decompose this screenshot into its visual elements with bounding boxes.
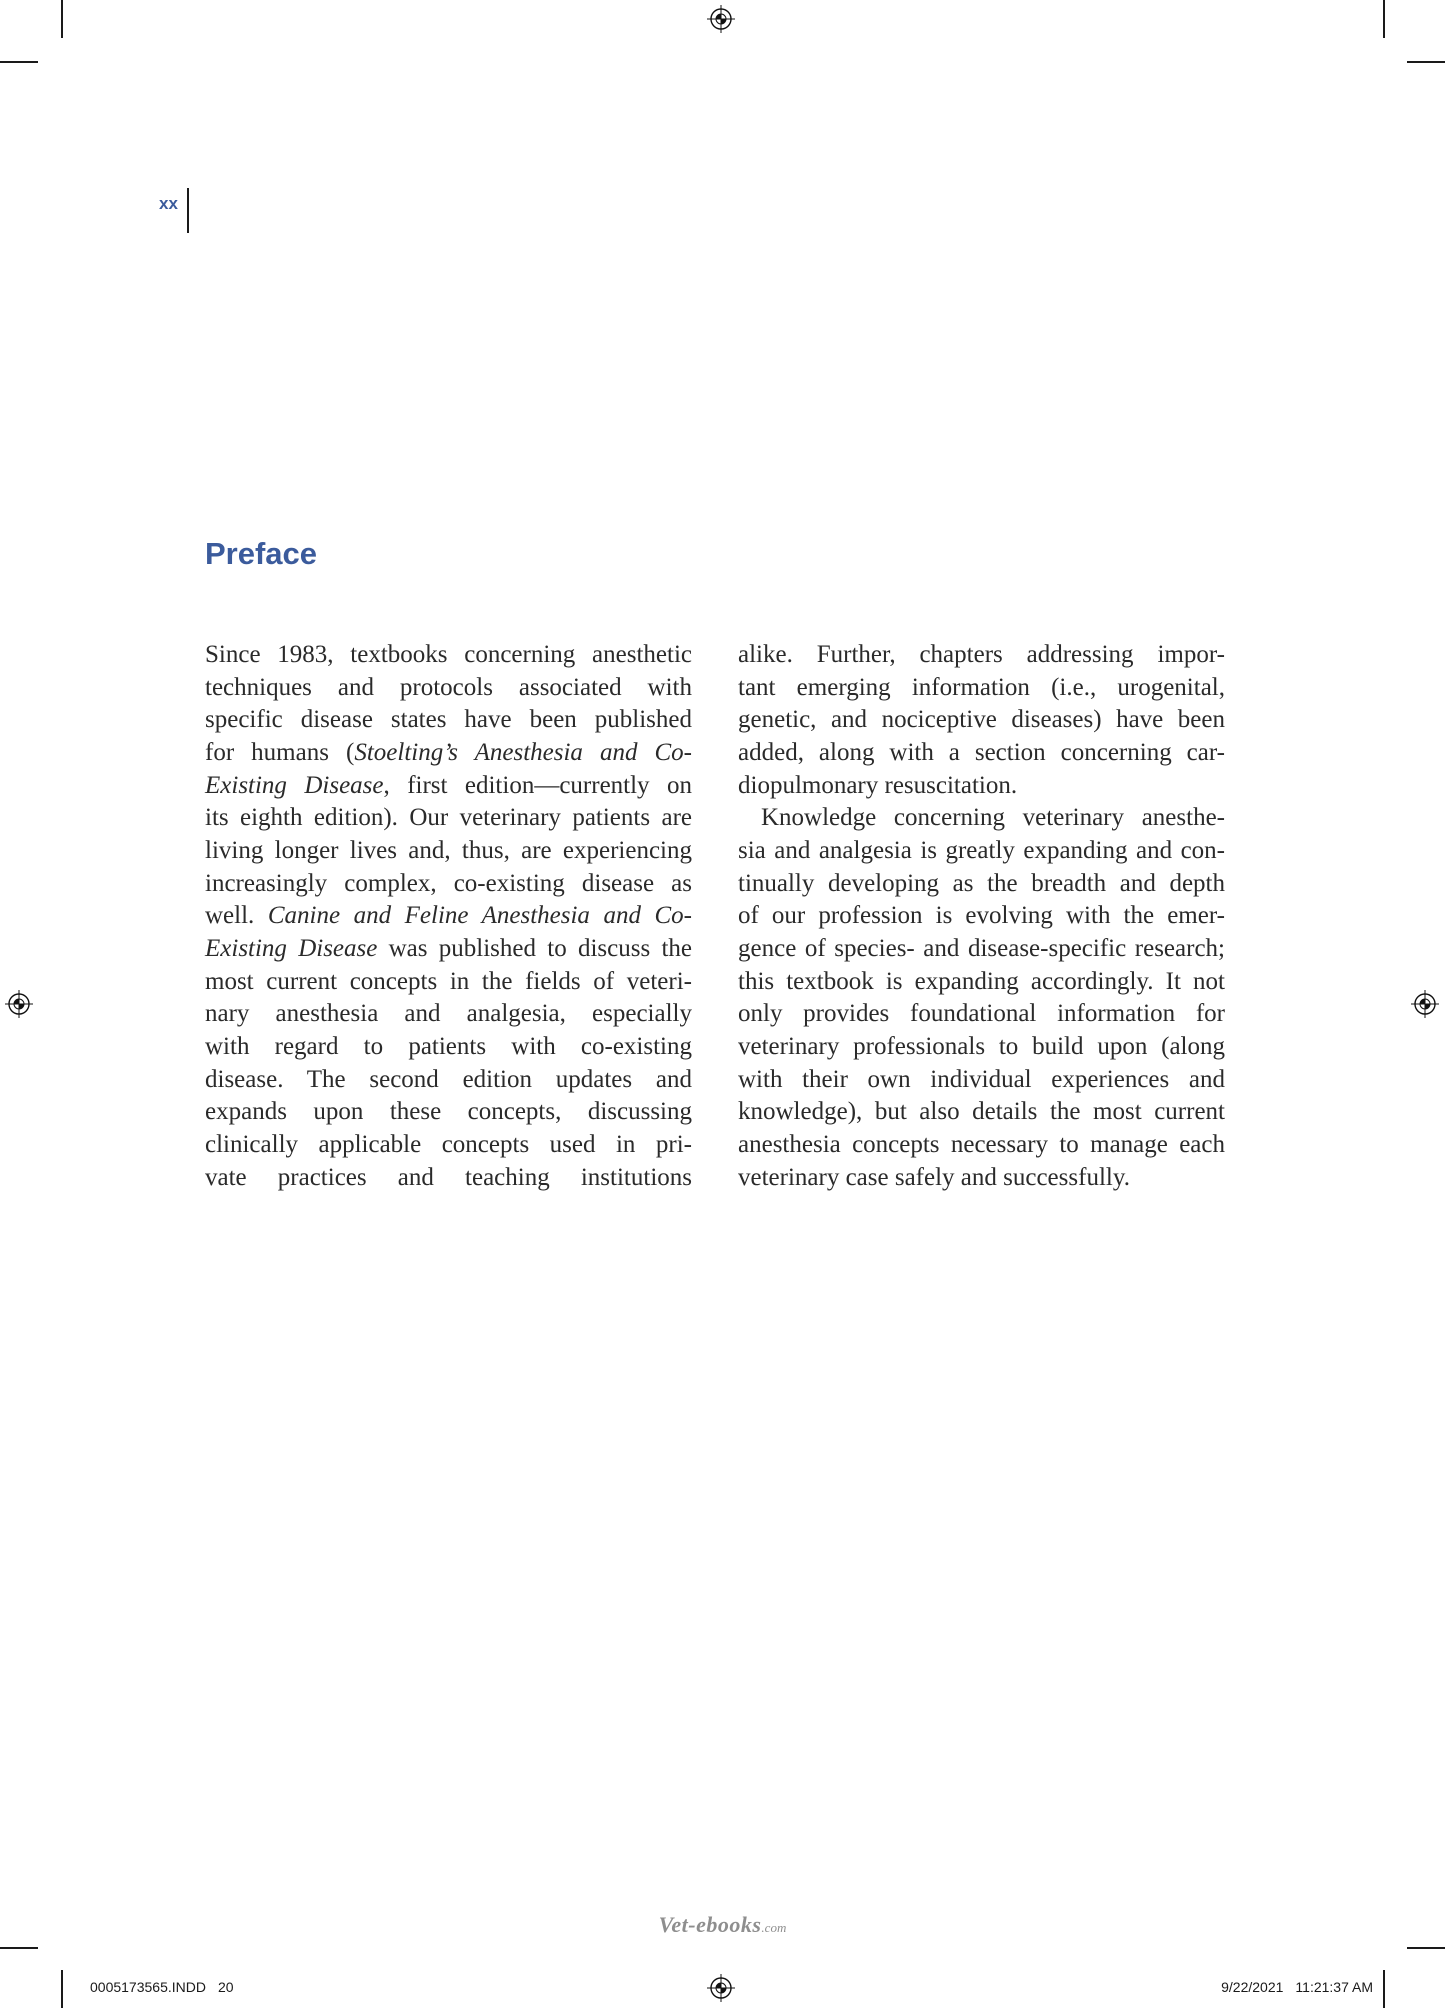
italic-title-run: Existing Disease: [205, 771, 384, 799]
page-number: xx: [159, 194, 178, 213]
text-line: [205, 1129, 692, 1162]
footer-timestamp: [1221, 1978, 1373, 1996]
text-run: added, along with a section concerning car-: [738, 738, 1225, 766]
text-line: [738, 868, 1225, 901]
watermark-suffix: .com: [761, 1920, 787, 1935]
text-line: [205, 998, 692, 1031]
text-line: [205, 1162, 692, 1195]
text-run: well.: [205, 902, 268, 930]
text-line: [738, 737, 1225, 770]
text-run: vate practices and teaching institutions: [205, 1163, 692, 1191]
text-run: Since 1983, textbooks concerning anesthetic: [205, 641, 692, 668]
text-line: [205, 704, 692, 737]
text-line: [205, 770, 692, 803]
text-line: [205, 672, 692, 705]
text-line: [205, 966, 692, 999]
text-line: [738, 770, 1225, 803]
registration-mark-icon: [707, 1974, 735, 2002]
text-line: [205, 737, 692, 770]
text-run: with regard to patients with co-existing: [205, 1032, 692, 1060]
text-run: expands upon these concepts, discussing: [205, 1098, 692, 1126]
crop-mark-top-right-horizontal: [1407, 61, 1445, 63]
text-line: [738, 704, 1225, 737]
text-line: [738, 1129, 1225, 1162]
text-run: sia and analgesia is greatly expanding and con-: [738, 836, 1225, 864]
text-run: veterinary professionals to build upon (along: [738, 1032, 1225, 1060]
text-run: alike. Further, chapters addressing impor-: [738, 641, 1225, 668]
text-run: this textbook is expanding accordingly. It not: [738, 967, 1225, 995]
text-run: knowledge), but also details the most current: [738, 1098, 1225, 1126]
crop-mark-top-left-vertical: [61, 0, 63, 38]
text-line: [205, 802, 692, 835]
footer-file-name: 0005173565.INDD: [90, 1979, 206, 1995]
body-column-left: [205, 639, 692, 1194]
text-line: [738, 900, 1225, 933]
crop-mark-top-right-vertical: [1383, 0, 1385, 38]
text-run: techniques and protocols associated with: [205, 673, 692, 701]
text-line: [205, 900, 692, 933]
text-run: genetic, and nociceptive diseases) have been: [738, 706, 1225, 734]
italic-title-run: Existing Disease: [205, 934, 378, 962]
italic-title-run: Stoelting’s Anesthesia and Co-: [354, 738, 693, 766]
crop-mark-bottom-right-horizontal: [1407, 1947, 1445, 1949]
text-run: most current concepts in the fields of veteri-: [205, 967, 692, 995]
crop-mark-bottom-left-vertical: [61, 1970, 63, 2008]
text-run: nary anesthesia and analgesia, especially: [205, 1000, 692, 1028]
footer-time: 11:21:37 AM: [1295, 1979, 1373, 1995]
text-line: [738, 933, 1225, 966]
text-run: only provides foundational information for: [738, 1000, 1225, 1028]
footer-file-label: [90, 1978, 234, 1996]
text-line: [205, 639, 692, 672]
text-line: [205, 868, 692, 901]
text-run: tinually developing as the breadth and depth: [738, 869, 1225, 897]
footer-date: 9/22/2021: [1221, 1979, 1284, 1995]
text-line: [738, 1162, 1225, 1195]
text-run: specific disease states have been published: [205, 706, 692, 734]
text-run: disease. The second edition updates and: [205, 1065, 692, 1093]
text-run: gence of species- and disease-specific research;: [738, 934, 1225, 962]
text-run: its eighth edition). Our veterinary patients are: [205, 804, 692, 832]
text-run: was published to discuss the: [377, 934, 692, 962]
text-line: [738, 998, 1225, 1031]
text-run: veterinary case safely and successfully.: [738, 1163, 1130, 1191]
text-line: [738, 835, 1225, 868]
crop-mark-top-left-horizontal: [0, 61, 38, 63]
text-line: [738, 802, 1225, 835]
text-run: Knowledge concerning veterinary anesthe-: [761, 804, 1225, 832]
body-column-right: [738, 639, 1225, 1194]
crop-mark-bottom-right-vertical: [1383, 1970, 1385, 2008]
preface-heading: Preface: [205, 536, 318, 571]
page-number-rule: [187, 188, 189, 233]
text-line: [205, 835, 692, 868]
text-line: [738, 1064, 1225, 1097]
watermark-logo: [0, 1911, 1445, 1942]
text-run: living longer lives and, thus, are experiencing: [205, 836, 692, 864]
crop-mark-bottom-left-horizontal: [0, 1947, 38, 1949]
footer-page: 20: [217, 1979, 234, 1995]
text-run: of our profession is evolving with the emer-: [738, 902, 1225, 930]
text-run: diopulmonary resuscitation.: [738, 771, 1018, 799]
text-run: anesthesia concepts necessary to manage each: [738, 1130, 1225, 1158]
text-run: tant emerging information (i.e., urogenital,: [738, 673, 1225, 701]
text-line: [205, 1064, 692, 1097]
registration-mark-icon: [5, 990, 33, 1018]
registration-mark-icon: [707, 5, 735, 33]
text-run: increasingly complex, co-existing disease as: [205, 869, 692, 897]
text-run: for humans (: [205, 738, 355, 766]
text-line: [738, 1096, 1225, 1129]
text-line: [205, 1031, 692, 1064]
text-line: [205, 933, 692, 966]
text-run: with their own individual experiences and: [738, 1065, 1225, 1093]
text-line: [738, 639, 1225, 672]
text-run: clinically applicable concepts used in pri-: [205, 1130, 692, 1158]
text-line: [205, 1096, 692, 1129]
text-line: [738, 1031, 1225, 1064]
italic-title-run: Canine and Feline Anesthesia and Co-: [267, 902, 692, 930]
watermark-brand: Vet-ebooks: [658, 1912, 762, 1937]
text-run: , first edition—currently on: [383, 771, 692, 799]
registration-mark-icon: [1411, 990, 1439, 1018]
text-line: [738, 672, 1225, 705]
text-line: [738, 966, 1225, 999]
